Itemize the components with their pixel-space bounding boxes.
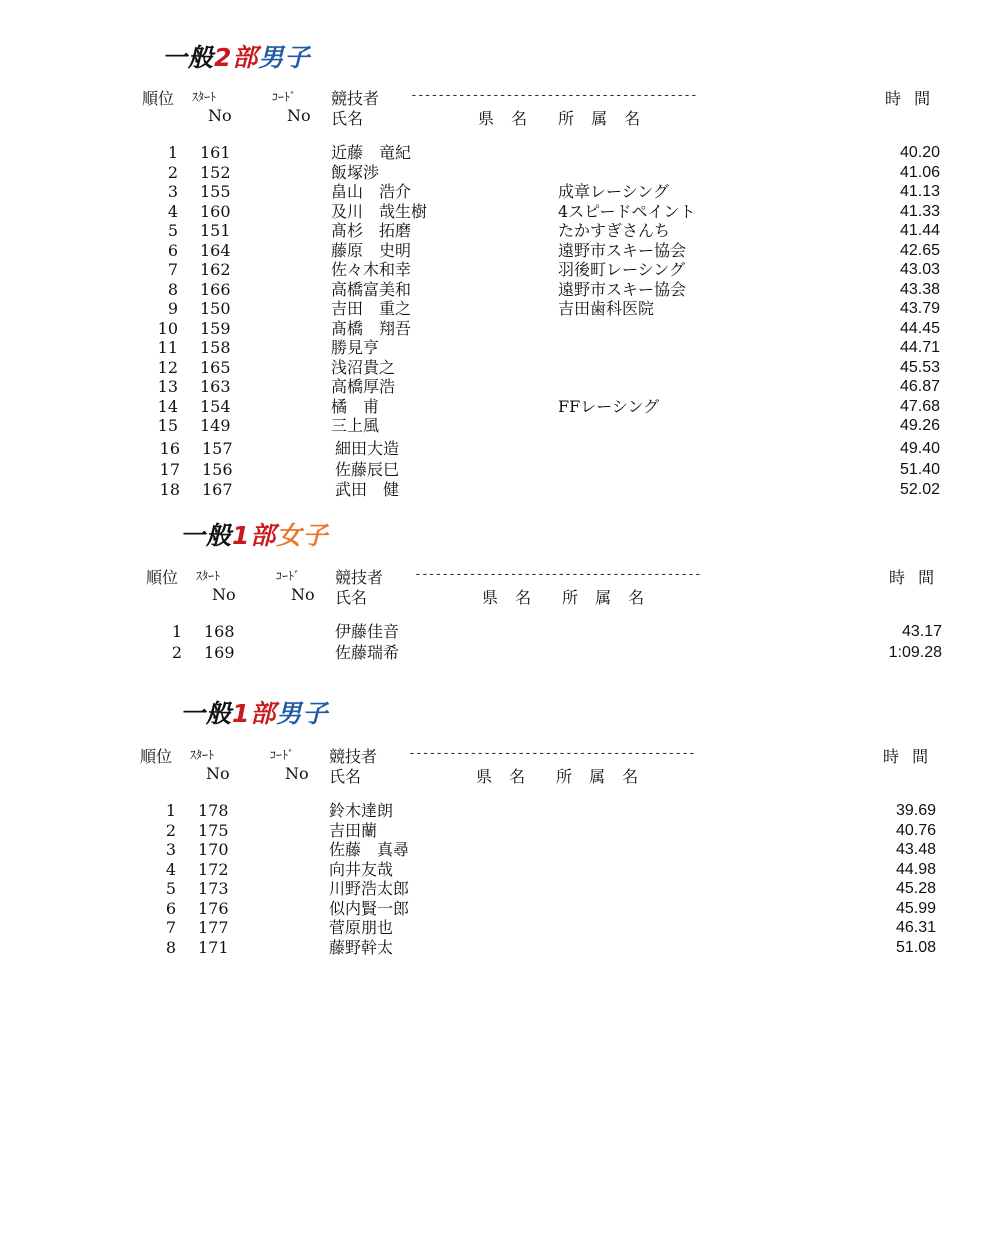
table-row [0,622,1000,642]
header-rank: 順位 [140,747,173,766]
start-no: 165 [200,357,231,377]
competitor-name: 勝見亨 [331,338,380,357]
time: 1:09.28 [888,643,942,661]
header-start: ｽﾀｰﾄ [190,748,215,762]
start-no: 169 [204,642,235,662]
rank: 8 [167,279,178,299]
time: 42.65 [899,241,940,259]
competitor-name: 浅沼貴之 [331,357,396,377]
rank: 14 [157,396,178,416]
rank: 11 [157,338,178,357]
header-rank: 順位 [146,568,179,587]
start-no: 157 [202,439,233,458]
start-no: 171 [198,937,229,957]
table-row [0,221,1000,241]
header-code: ｺｰﾄﾞ [276,569,301,583]
header-code-no: No [287,106,311,125]
affiliation: 羽後町レーシング [558,260,685,279]
table-row [0,821,1000,841]
rank: 9 [167,299,178,318]
header-code-no: No [291,585,315,604]
start-no: 168 [204,622,235,641]
time: 43.03 [899,261,940,278]
time: 41.44 [899,222,940,239]
competitor-name: 佐藤 真尋 [329,840,410,859]
time: 41.13 [899,183,940,200]
header-pref: 県 名 [476,767,532,786]
header-affiliation: 所 属 名 [556,767,645,786]
section-title [180,516,328,552]
header-name: 氏名 [335,588,368,607]
rank: 13 [157,377,178,396]
competitor-name: 吉田 重之 [331,299,412,318]
title-part-general: 一般 [180,521,233,550]
title-part-general: 一般 [180,699,233,728]
competitor-name: 伊藤佳音 [335,622,400,641]
competitor-name: 高橋厚浩 [331,377,396,396]
header-rank: 順位 [142,89,175,108]
header-time: 時 間 [883,747,933,766]
time: 40.76 [895,821,936,839]
table-row [0,319,1000,339]
rank: 18 [159,479,180,499]
competitor-name: 菅原朋也 [329,918,394,937]
affiliation: 遠野市スキー協会 [558,240,687,260]
competitor-name: 武田 健 [335,479,400,499]
start-no: 158 [200,338,231,357]
header-dashes: ------------------------------------------ [408,746,695,761]
competitor-name: 佐々木和幸 [331,260,412,279]
rank: 10 [157,318,178,338]
competitor-name: 佐藤瑞希 [335,642,400,662]
start-no: 173 [198,879,229,898]
rank: 15 [157,416,178,435]
time: 49.26 [899,417,940,434]
competitor-name: 川野浩太郎 [329,879,410,898]
time: 46.87 [899,378,940,395]
rank: 1 [171,622,182,641]
rank: 4 [167,201,178,221]
table-row [0,358,1000,378]
affiliation: 4スピードペイント [558,201,696,221]
table-row [0,460,1000,480]
table-row [0,879,1000,899]
competitor-name: 髙杉 拓磨 [331,221,412,240]
competitor-name: 高橋富美和 [331,279,412,299]
table-row [0,480,1000,500]
header-code: ｺｰﾄﾞ [272,90,297,104]
time: 45.53 [899,358,940,376]
start-no: 152 [200,162,231,182]
start-no: 160 [200,201,231,221]
start-no: 150 [200,299,231,318]
rank: 2 [167,162,178,182]
start-no: 149 [200,416,231,435]
time: 51.08 [895,938,936,956]
section-title [162,38,310,74]
rank: 4 [165,859,176,879]
time: 49.40 [899,440,940,457]
competitor-name: 畠山 浩介 [331,182,412,201]
header-affiliation: 所 属 名 [562,588,651,607]
table-row [0,299,1000,319]
rank: 17 [159,459,180,479]
start-no: 164 [200,240,231,260]
rank: 7 [167,260,178,279]
start-no: 151 [200,221,231,240]
header-start-no: No [212,585,236,604]
start-no: 156 [202,459,233,479]
table-row [0,280,1000,300]
start-no: 162 [200,260,231,279]
start-no: 161 [200,143,231,162]
time: 43.79 [899,300,940,317]
table-row [0,840,1000,860]
table-row [0,182,1000,202]
table-row [0,643,1000,663]
time: 44.71 [899,339,940,356]
table-row [0,439,1000,459]
start-no: 178 [198,801,229,820]
header-code-no: No [285,764,309,783]
table-row [0,143,1000,163]
table-row [0,202,1000,222]
affiliation: 吉田歯科医院 [558,299,655,318]
rank: 3 [167,182,178,201]
header-competitor: 競技者 [329,747,378,766]
header-time: 時 間 [885,89,935,108]
rank: 8 [165,937,176,957]
affiliation: FFレーシング [558,396,660,416]
start-no: 163 [200,377,231,396]
affiliation: 成章レーシング [558,182,669,201]
start-no: 170 [198,840,229,859]
start-no: 175 [198,820,229,840]
header-pref: 県 名 [478,109,534,128]
start-no: 154 [200,396,231,416]
time: 51.40 [899,460,940,478]
time: 39.69 [895,802,936,819]
table-row [0,338,1000,358]
start-no: 167 [202,479,233,499]
start-no: 177 [198,918,229,937]
rank: 3 [165,840,176,859]
start-no: 159 [200,318,231,338]
table-row [0,860,1000,880]
rank: 5 [165,879,176,898]
time: 45.99 [895,899,936,917]
competitor-name: 橘 甫 [331,396,380,416]
time: 44.45 [899,319,940,337]
start-no: 155 [200,182,231,201]
header-start-no: No [208,106,232,125]
time: 46.31 [895,919,936,936]
table-row [0,397,1000,417]
table-row [0,918,1000,938]
time: 43.38 [899,280,940,298]
table-row [0,899,1000,919]
header-time: 時 間 [889,568,939,587]
competitor-name: 近藤 竜紀 [331,143,412,162]
competitor-name: 藤野幹太 [329,937,394,957]
time: 43.17 [901,623,942,640]
header-affiliation: 所 属 名 [558,109,647,128]
rank: 2 [165,820,176,840]
table-row [0,416,1000,436]
competitor-name: 鈴木達朗 [329,801,394,820]
rank: 2 [171,642,182,662]
competitor-name: 似内賢一郎 [329,898,410,918]
affiliation: たかすぎさんち [558,221,671,240]
header-start: ｽﾀｰﾄ [192,90,217,104]
header-pref: 県 名 [482,588,538,607]
competitor-name: 飯塚渉 [331,162,380,182]
table-row [0,260,1000,280]
competitor-name: 吉田蘭 [329,820,378,840]
header-competitor: 競技者 [331,89,380,108]
rank: 1 [167,143,178,162]
time: 41.06 [899,163,940,181]
table-row [0,801,1000,821]
header-name: 氏名 [331,109,364,128]
title-part-general: 一般 [162,43,215,72]
competitor-name: 藤原 史明 [331,240,412,260]
start-no: 172 [198,859,229,879]
time: 40.20 [899,144,940,161]
start-no: 176 [198,898,229,918]
table-row [0,377,1000,397]
rank: 7 [165,918,176,937]
header-dashes: ------------------------------------------ [414,567,701,582]
title-part-division: 2部 [214,43,259,72]
rank: 5 [167,221,178,240]
competitor-name: 髙橋 翔吾 [331,318,412,338]
time: 43.48 [895,841,936,858]
start-no: 166 [200,279,231,299]
table-row [0,241,1000,261]
title-part-division: 1部 [232,699,277,728]
rank: 16 [159,439,180,458]
rank: 6 [167,240,178,260]
time: 41.33 [899,202,940,220]
competitor-name: 三上風 [331,416,380,435]
competitor-name: 細田大造 [335,439,400,458]
time: 44.98 [895,860,936,878]
header-dashes: ------------------------------------------ [410,88,697,103]
header-competitor: 競技者 [335,568,384,587]
title-part-category: 男子 [276,699,329,728]
competitor-name: 佐藤辰巳 [335,459,400,479]
title-part-category: 女子 [276,521,329,550]
title-part-division: 1部 [232,521,277,550]
time: 52.02 [899,480,940,498]
competitor-name: 向井友哉 [329,859,394,879]
table-row [0,163,1000,183]
time: 47.68 [899,397,940,415]
rank: 6 [165,898,176,918]
section-title [180,694,328,730]
time: 45.28 [895,880,936,897]
competitor-name: 及川 哉生樹 [331,201,428,221]
header-start-no: No [206,764,230,783]
table-row [0,938,1000,958]
header-start: ｽﾀｰﾄ [196,569,221,583]
title-part-category: 男子 [258,43,311,72]
header-code: ｺｰﾄﾞ [270,748,295,762]
affiliation: 遠野市スキー協会 [558,279,687,299]
rank: 1 [165,801,176,820]
header-name: 氏名 [329,767,362,786]
rank: 12 [157,357,178,377]
